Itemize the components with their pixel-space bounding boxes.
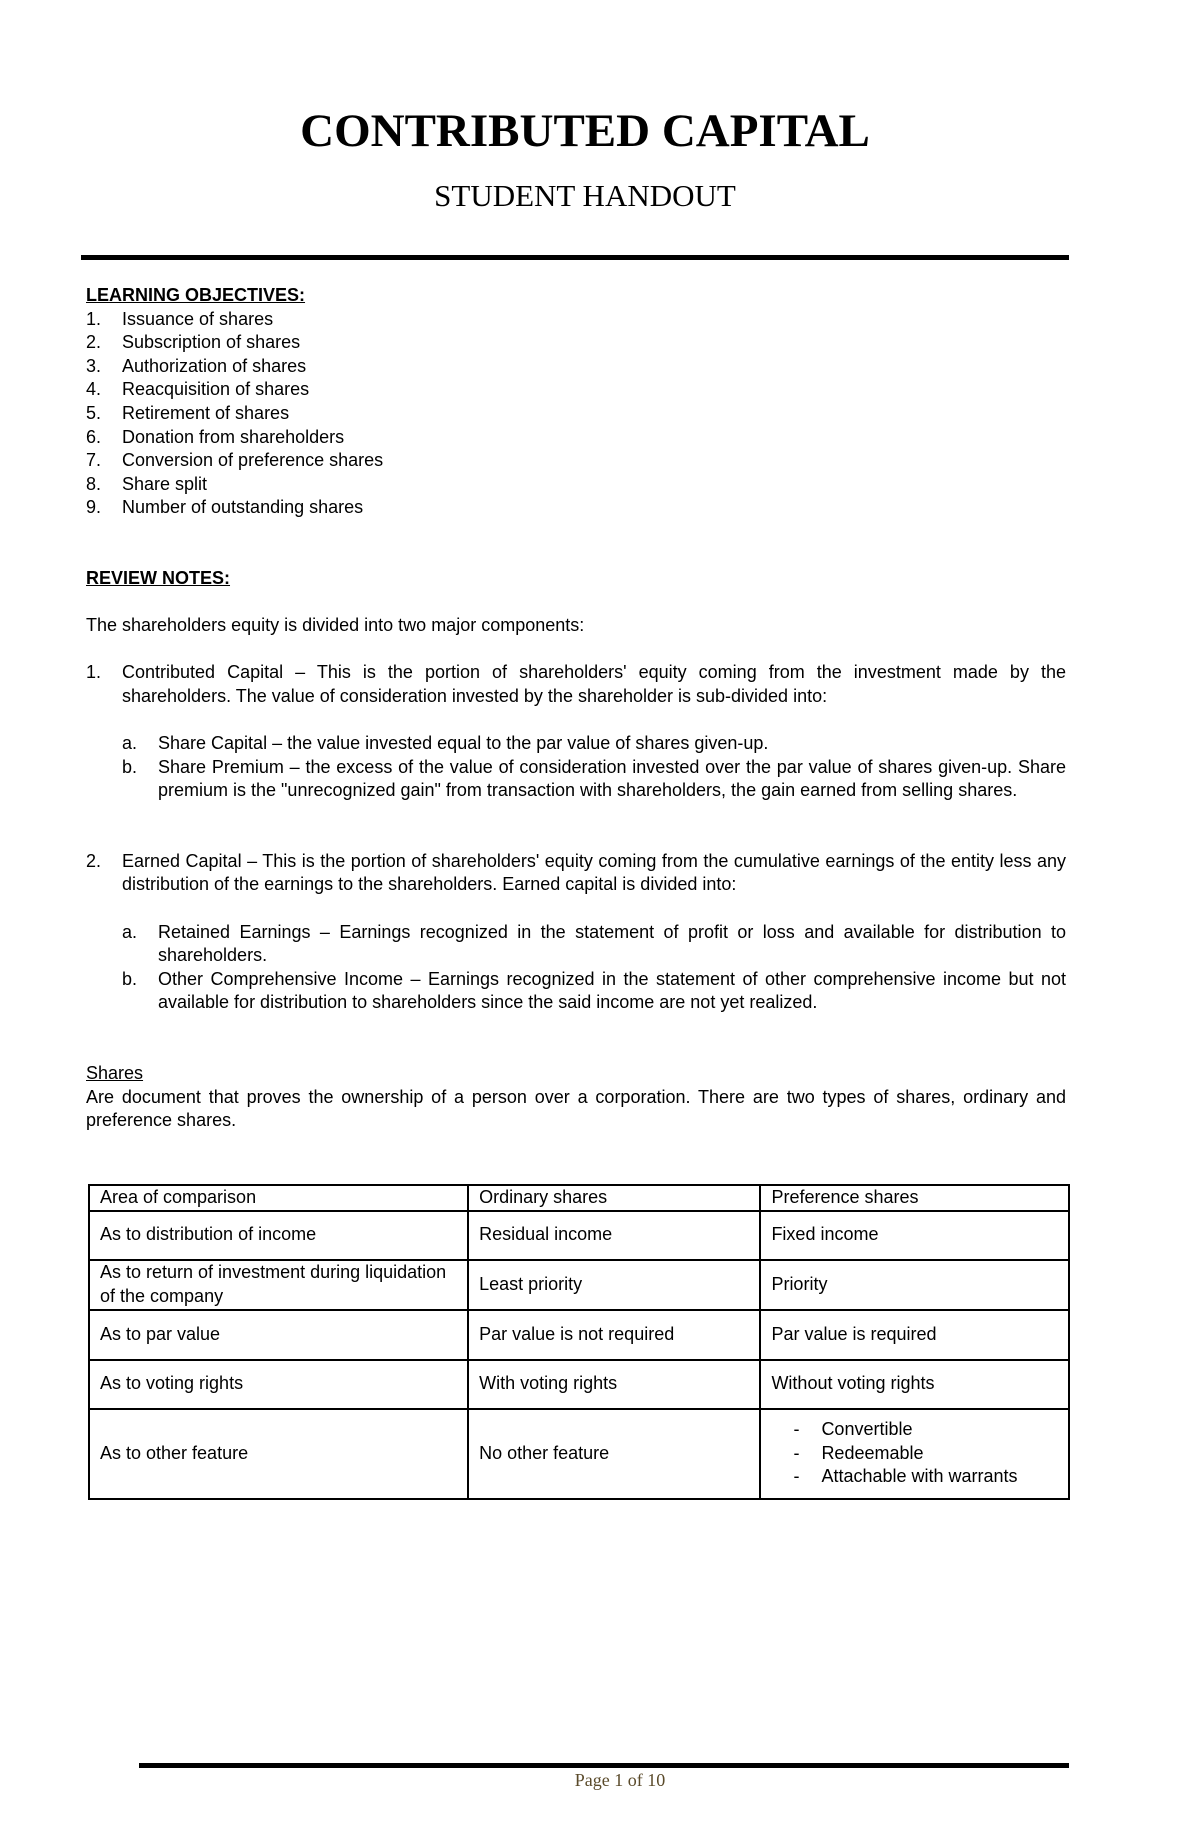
bullet-dash: - (793, 1419, 800, 1440)
list-item (86, 308, 1066, 332)
sub-text: Other Comprehensive Income – Earnings recognized in the statement of other comprehensive income but not available for distribution to shareholders since the said income are not yet realized. (158, 968, 1066, 1013)
table-cell: As to return of investment during liquidation of the company (89, 1260, 468, 1310)
table-header-cell: Area of comparison (89, 1185, 468, 1211)
review-item-earned-capital (86, 850, 1066, 897)
table-cell: Residual income (468, 1211, 760, 1260)
table-cell: Par value is not required (468, 1310, 760, 1360)
list-text: Number of outstanding shares (122, 497, 364, 518)
list-text: Redeemable (821, 1442, 924, 1463)
list-item (771, 1442, 1058, 1466)
table-cell: Par value is required (760, 1310, 1069, 1360)
list-text: Donation from shareholders (122, 426, 345, 447)
table-cell: As to voting rights (89, 1360, 468, 1409)
table-cell: As to distribution of income (89, 1211, 468, 1260)
list-number: 1. (86, 662, 102, 683)
list-number: 7. (86, 450, 102, 471)
table-cell: Without voting rights (760, 1360, 1069, 1409)
list-item (86, 331, 1066, 355)
list-text: Reacquisition of shares (122, 379, 310, 400)
sub-item-retained-earnings (122, 921, 1066, 968)
page-number: Page 1 of 10 (574, 1770, 666, 1790)
sub-letter: a. (122, 921, 138, 942)
sub-text: Retained Earnings – Earnings recognized in the statement of profit or loss and available for distribution to shareholders. (158, 921, 1066, 966)
list-text: Earned Capital – This is the portion of shareholders' equity coming from the cumulative earnings of the entity less any distribution of the earnings to the shareholders. Earned capital is divided into: (122, 850, 1066, 895)
list-number: 9. (86, 497, 102, 518)
sub-item-share-premium (122, 756, 1066, 803)
list-number: 5. (86, 402, 102, 423)
document-body (86, 284, 1066, 1133)
review-notes-heading: REVIEW NOTES: (86, 567, 231, 588)
list-item (86, 426, 1066, 450)
sub-item-share-capital (122, 732, 1066, 756)
table-header-row (89, 1185, 1069, 1211)
list-item (86, 402, 1066, 426)
list-item (86, 378, 1066, 402)
document-subtitle: STUDENT HANDOUT (434, 178, 736, 213)
list-number: 6. (86, 426, 102, 447)
list-number: 2. (86, 850, 102, 871)
list-text: Contributed Capital – This is the portion of shareholders' equity coming from the investment made by the shareholders. The value of consideration invested by the shareholder is sub-divided into: (122, 662, 1066, 706)
table-row (89, 1360, 1069, 1409)
bullet-dash: - (793, 1442, 800, 1463)
list-item (771, 1465, 1058, 1489)
shares-comparison-table (88, 1184, 1070, 1500)
shares-definition: Are document that proves the ownership of a person over a corporation. There are two types of shares, ordinary and preference shares. (86, 1086, 1066, 1131)
sub-text: Share Capital – the value invested equal to the par value of shares given-up. (158, 733, 769, 754)
list-text: Share split (122, 473, 208, 494)
table-cell: Least priority (468, 1260, 760, 1310)
list-item (86, 496, 1066, 520)
list-item (86, 449, 1066, 473)
sub-item-other-comprehensive-income (122, 968, 1066, 1015)
list-number: 1. (86, 308, 102, 329)
list-number: 8. (86, 473, 102, 494)
table-row (89, 1211, 1069, 1260)
sub-letter: b. (122, 968, 138, 989)
list-item (771, 1418, 1058, 1442)
table-row (89, 1260, 1069, 1310)
review-intro: The shareholders equity is divided into two major components: (86, 615, 585, 636)
learning-objectives-list (86, 308, 1066, 520)
table-cell: As to par value (89, 1310, 468, 1360)
list-text: Conversion of preference shares (122, 450, 384, 471)
table-cell: No other feature (468, 1409, 760, 1499)
table-cell: Priority (760, 1260, 1069, 1310)
table-row (89, 1409, 1069, 1499)
list-text: Issuance of shares (122, 308, 274, 329)
header-divider (81, 255, 1069, 260)
bullet-dash: - (793, 1466, 800, 1487)
sub-text: Share Premium – the excess of the value of consideration invested over the par value of shares given-up. Share premium is the "unrecognized gain" from transaction with shareholders, the gain earned from selling shares. (158, 756, 1066, 801)
table-cell: As to other feature (89, 1409, 468, 1499)
list-text: Attachable with warrants (821, 1466, 1018, 1487)
other-features-list (771, 1418, 1058, 1489)
list-item (86, 355, 1066, 379)
table-cell: Fixed income (760, 1211, 1069, 1260)
review-item-contributed-capital (86, 661, 1066, 708)
table-cell: With voting rights (468, 1360, 760, 1409)
learning-objectives-heading: LEARNING OBJECTIVES: (86, 285, 306, 305)
table-header-cell: Preference shares (760, 1185, 1069, 1211)
list-text: Retirement of shares (122, 402, 290, 423)
document-title: CONTRIBUTED CAPITAL (300, 105, 870, 157)
list-number: 4. (86, 379, 102, 400)
list-text: Convertible (821, 1419, 913, 1440)
list-text: Subscription of shares (122, 332, 301, 353)
table-cell-other-features (760, 1409, 1069, 1499)
list-item (86, 473, 1066, 497)
footer-divider (139, 1763, 1069, 1768)
sub-letter: a. (122, 733, 138, 754)
list-number: 2. (86, 332, 102, 353)
sub-letter: b. (122, 756, 138, 777)
list-number: 3. (86, 355, 102, 376)
table-row (89, 1310, 1069, 1360)
list-text: Authorization of shares (122, 355, 307, 376)
table-header-cell: Ordinary shares (468, 1185, 760, 1211)
shares-heading: Shares (86, 1063, 144, 1084)
